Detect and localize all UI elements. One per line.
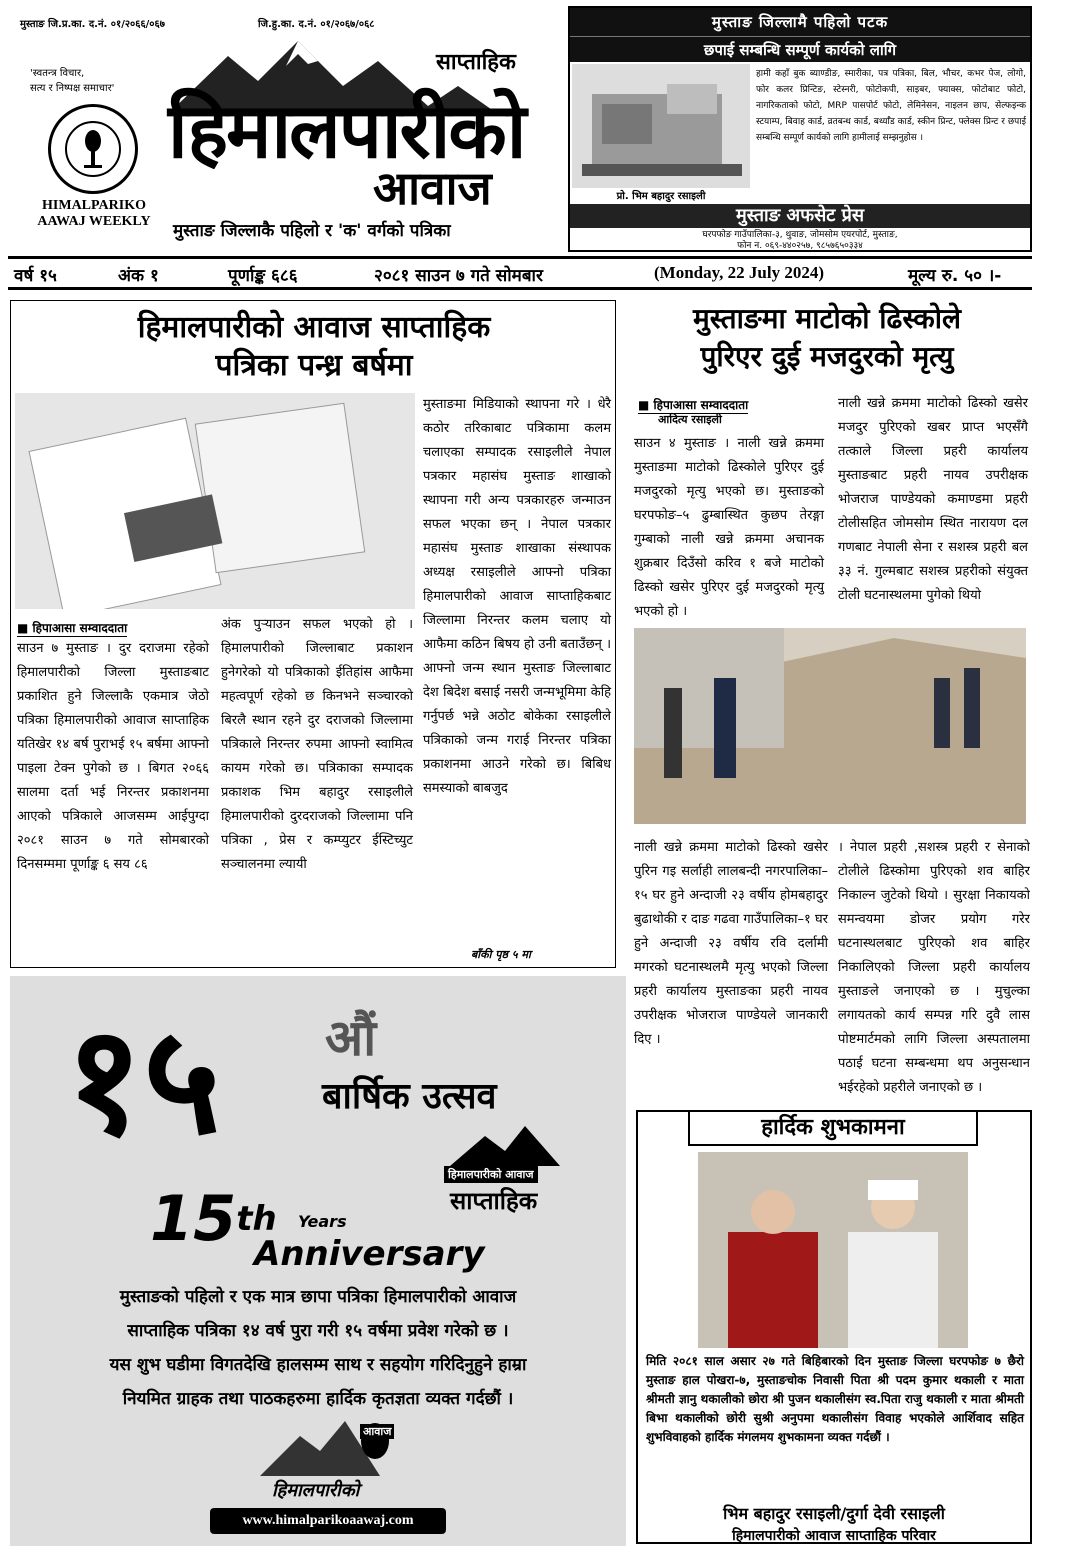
microphone-icon <box>65 121 121 177</box>
anniversary-15: 15 <box>150 1182 237 1255</box>
tagline <box>30 66 160 96</box>
nepali-date: २०८१ साउन ७ गते सोमबार <box>374 266 543 286</box>
story1-column-3: मुस्ताङमा मिडियाको स्थापना गरे । धेरै कठोर तरिकाबाट पत्रिकामा कलम चलाएका सम्पादक रसाइलीले नेपाल पत्रकार महासंघ मुस्ताङ शाखाको स्थापना गरी अन्य पत्रकारहरु जन्माउन सफल भएका छन् । नेपाल पत्रकार महासंघ मुस्ताङ शाखाका संस्थापक अध्यक्ष रसाइलीले आफ्नो पत्रिका हिमालपारीको आवाज साप्ताहिकबाट जिल्लामा निरन्तर कलम चलाए यो आफैमा कठिन बिषय हो उनी बताउँछन् । आफ्नो जन्म स्थान मुस्ताङ जिल्लाबाट देश बिदेश बसाई नसरी जन्मभूमिमा केहि गर्नुपर्छ भन्ने अठोट बोकेका रसाइलीले पत्रिकाको जन्म गराई निरन्तर पत्रिका प्रकाशनमा आउने गरेको छ। बिबिध समस्याको बाबजुद <box>423 397 611 796</box>
mic-label: आवाज <box>360 1424 394 1439</box>
wedding-greeting <box>636 1110 1032 1544</box>
anniversary-message-line-4: नियमित ग्राहक तथा पाठकहरुमा हार्दिक कृतज्ञता व्यक्त गर्दछौं । <box>122 1389 514 1409</box>
newspaper-seal-logo <box>48 104 138 194</box>
anniversary-th: th <box>236 1199 277 1239</box>
logo-saptahik: साप्ताहिक <box>450 1187 538 1215</box>
english-name-line-2: AAWAJ WEEKLY <box>37 214 151 229</box>
price: मूल्य रु. ५० ।- <box>908 266 1002 286</box>
wedding-couple-photo <box>698 1152 968 1348</box>
greeting-text: मिति २०८१ साल असार २७ गते बिहिबारको दिन मुस्ताङ जिल्ला घरपफोङ ७ छैरो मुस्ताङ हाल पोखरा-७, मुस्ताङचोक निवासी पिता श्री पदम कुमार थकाली र माता श्रीमती ज्ञानु थकालीको छोरा श्री पुजन थकालीसंग स्व.पिता राजु थकाली र माता श्रीमती बिभा थकालीको छोरी सुश्री अनुपमा थकालीसंग विवाह भएकोले आर्शिवाद सहित शुभविवाहको हार्दिक मंगलमय शुभकामना व्यक्त गर्दछौं । <box>646 1354 1024 1444</box>
greeting-title: हार्दिक शुभकामना <box>688 1110 978 1146</box>
press-photo-caption: प्रो. भिम बहादुर रसाइली <box>572 188 750 202</box>
story2-column-4: । नेपाल प्रहरी ,सशस्त्र प्रहरी र सेनाको टोलीले ढिस्कोमा पुरिएको शव बाहिर निकाल्न जुटेको थियो । सुरक्षा निकायको समन्वयमा डोजर प्रयोग गरेर घटनास्थलबाट पुरिएको शव बाहिर निकालिएको जिल्ला प्रहरी कार्यालय मुस्ताङले जनाएको छ । मुचुल्का लगायतको कार्य सम्पन्न गरि दुवै लास पोष्टमार्टमको लागि जिल्ला अस्पतालमा पठाई घटना सम्बन्धमा थप अनुसन्धान भईरहेको प्रहरीले जनाएको छ । <box>838 840 1030 1095</box>
story2-column-2: नाली खन्ने क्रममा माटोको ढिस्को खसेर मजदुर पुरिएको खबर प्राप्त भएसँगै तत्काले जिल्ला प्रहरी कार्यालय मुस्ताङबाट प्रहरी नायव उपरीक्षक भोजराज पाण्डेयको कमाण्डमा प्रहरी टोलीसहित जोमसोम स्थित नारायण दल गणबाट नेपाली सेना र सशस्त्र प्रहरी बल ३३ नं. गुल्मबाट सशस्त्र प्रहरीको संयुक्त टोली घटनास्थलमा पुगेको थियो <box>838 396 1028 603</box>
accident-site-photo <box>634 628 1026 824</box>
anniversary-word: Anniversary <box>254 1234 485 1274</box>
story2-headline-line-2: पुरिएर दुई मजदुरको मृत्यु <box>700 340 954 373</box>
anniversary-message-line-3: यस शुभ घडीमा विगतदेखि हालसम्म साथ र सहयोग गरिदिनुहुने हाम्रा <box>109 1355 527 1375</box>
newspaper-collage-image <box>15 393 415 609</box>
tagline-line-2: सत्य र निष्पक्ष समाचार' <box>30 83 115 94</box>
story2-byline: ■ हिपाआसा सम्वाददाता <box>638 398 749 412</box>
title-aawaj: आवाज <box>373 161 492 215</box>
total-issue: पूर्णाङ्क ६८६ <box>228 266 298 286</box>
logo-name: हिमालपारीको आवाज <box>444 1166 538 1183</box>
press-address <box>570 230 1030 252</box>
press-ad-heading-2: छपाई सम्बन्धि सम्पूर्ण कार्यको लागि <box>570 36 1030 62</box>
anniversary-message-line-2: साप्ताहिक पत्रिका १४ वर्ष पुरा गरी १५ वर्षमा प्रवेश गरेको छ । <box>127 1321 509 1341</box>
press-name: मुस्ताङ अफसेट प्रेस <box>570 204 1030 228</box>
story1-headline-line-2: पत्रिका पन्ध्र बर्षमा <box>215 348 413 383</box>
story2-headline-line-1: मुस्ताङमा माटोको ढिस्कोले <box>693 302 961 335</box>
press-address-line-1: घरपफोङ गाउँपालिका-३, थुवाङ, जोमसोम एयरपोर्ट, मुस्ताङ, <box>702 230 898 240</box>
volume-year: वर्ष १५ <box>14 266 57 286</box>
anniversary-message <box>16 1280 620 1416</box>
story2-column-3: नाली खन्ने क्रममा माटोको ढिस्को खसेर पुरिन गइ सर्लाही लालबन्दी नगरपालिका–१५ घर हुने अन्दाजी २३ वर्षीय होमबहादुर बुढाथोकी र दाङ गढवा गाउँपालिका–१ घर हुने अन्दाजी २३ वर्षीय रवि दर्लामी मगरको घटनास्थलमै मृत्यु भएको जिल्ला प्रहरी कार्यालय मुस्ताङका प्रहरी नायव उपरीक्षक भोजराज पाण्डेयले जानकारी दिए । <box>634 840 828 1047</box>
saptahik-label: साप्ताहिक <box>436 50 516 75</box>
title-himalpariko: हिमालपारीको <box>168 86 525 175</box>
anniversary-advertisement <box>10 976 626 1546</box>
english-date: (Monday, 22 July 2024) <box>654 263 825 282</box>
issue-number: अंक १ <box>118 266 159 286</box>
anniversary-suffix: औं <box>325 1009 377 1067</box>
anniversary-message-line-1: मुस्ताङको पहिलो र एक मात्र छापा पत्रिका हिमालपारीको आवाज <box>119 1287 517 1307</box>
press-address-line-2: फोन न. ०६९-४४०२५७, ९८५७६५०३३४ <box>737 241 863 251</box>
website-link[interactable]: www.himalparikoaawaj.com <box>210 1508 446 1534</box>
story2-column-1: साउन ४ मुस्ताङ । नाली खन्ने क्रममा मुस्ताङमा माटोको ढिस्कोले पुरिएर दुई मजदुरको मृत्यु भएको छ। मुस्ताङको घरपफोङ–५ ढुम्बास्थित कुछप तेरङ्गा गुम्बाको नाली खन्ने क्रममा अचानक शुक्रबार दिउँसो करिव १ बजे माटोको ढिस्को खसेर पुरिएर दुई मजदुरको मृत्यु भएको हो । <box>634 436 824 619</box>
story1-headline-line-1: हिमालपारीको आवाज साप्ताहिक <box>137 310 491 345</box>
english-masthead-name <box>24 198 164 230</box>
registration-right: जि.हु.का. द.नं. ०१/२०६७/०६८ <box>258 19 375 30</box>
logo-mountain-icon <box>450 1126 560 1166</box>
registration-left: मुस्ताङ जि.प्र.का. द.नं. ०१/२०६६/०६७ <box>20 19 165 30</box>
story-anniversary-article <box>10 300 616 968</box>
masthead <box>8 6 558 252</box>
anniversary-brand: हिमालपारीको <box>272 1480 360 1501</box>
printing-machine-photo <box>572 64 750 202</box>
story-labour-death-article <box>624 300 1030 376</box>
anniversary-festival: बार्षिक उत्सव <box>322 1076 497 1117</box>
greeting-family: हिमालपारीको आवाज साप्ताहिक परिवार <box>732 1528 936 1544</box>
story2-author: आदित्य रसाइली <box>658 413 722 426</box>
press-ad-heading-1: मुस्ताङ जिल्लामै पहिलो पटक <box>570 8 1030 36</box>
greeting-signature: भिम बहादुर रसाइली/दुर्गा देवी रसाइली <box>723 1504 945 1523</box>
tagline-line-1: 'स्वतन्त्र विचार, <box>30 68 85 79</box>
dateline-bar <box>8 256 1032 290</box>
press-advertisement <box>568 6 1032 252</box>
press-services-list: हामी कहाँ बुक ब्याण्डीङ, स्मारीका, पत्र पत्रिका, बिल, भौचर, कभर पेज, लोगो, फोर कलर प्रिन्टिङ, स्टेस्नरी, फोटोकपी, साइबर, फ्याक्स, फोटोबाट फोटो, नागरिकताको फोटो, MRP पासपोर्ट फोटो, लेमिनेसन, नाइलन छाप, सेल्फइन्क स्टयाम्प, बिवाह कार्ड, व्रतबन्ध कार्ड, बर्थ्याँड कार्ड, स्कीन प्रिन्ट, फ्लेक्स प्रिन्ट र छपाई सम्बन्धि सम्पूर्ण कार्यको लागि हामीलाई सम्झनुहोस । <box>756 69 1026 143</box>
story1-continued: बाँकी पृष्ठ ५ मा <box>471 948 531 961</box>
anniversary-years: Years <box>298 1212 347 1231</box>
anniversary-number: १५ <box>65 994 222 1168</box>
masthead-subtitle: मुस्ताङ जिल्लाकै पहिलो र 'क' वर्गको पत्रिका <box>173 221 451 241</box>
story1-column-2: अंक पुऱ्याउन सफल भएको हो । हिमालपारीको जिल्लाबाट प्रकाशन हुनेगरेको यो पत्रिकाको ईतिहांस आफैमा महत्वपूर्ण रहेको छ किनभने सञ्चारको बिरलै स्थान रहने दुर दराजको जिल्लामा पत्रिकाले निरन्तर रुपमा आफ्नो स्वामित्व कायम गरेको छ। पत्रिकाका सम्पादक प्रकाशक भिम बहादुर रसाइलीले हिमालपारीको दुरदराजको जिल्लामा पनि पत्रिका , प्रेस र कम्प्युटर ईस्टिच्युट सञ्चालनमा ल्यायी <box>221 617 413 872</box>
story1-column-1: साउन ७ मुस्ताङ । दुर दराजमा रहेको हिमालपारीको जिल्ला मुस्ताङबाट प्रकाशित हुने जिल्लाकै एकमात्र जेठो पत्रिका हिमालपारीको आवाज साप्ताहिक यतिखेर १४ बर्ष पुराभई १५ बर्षमा आफ्नो पाइला टेक्न पुगेको छ । बिगत २०६६ सालमा दर्ता भई निरन्तर प्रकाशनमा आएको पत्रिकाले आजसम्म आईपुग्दा २०८१ साउन ७ गते सोमबारको दिनसम्ममा पूर्णाङ्क ६ सय ८६ <box>17 641 209 872</box>
story1-byline: ■ हिपाआसा सम्वाददाता <box>17 621 128 635</box>
english-name-line-1: HIMALPARIKO <box>42 198 146 213</box>
